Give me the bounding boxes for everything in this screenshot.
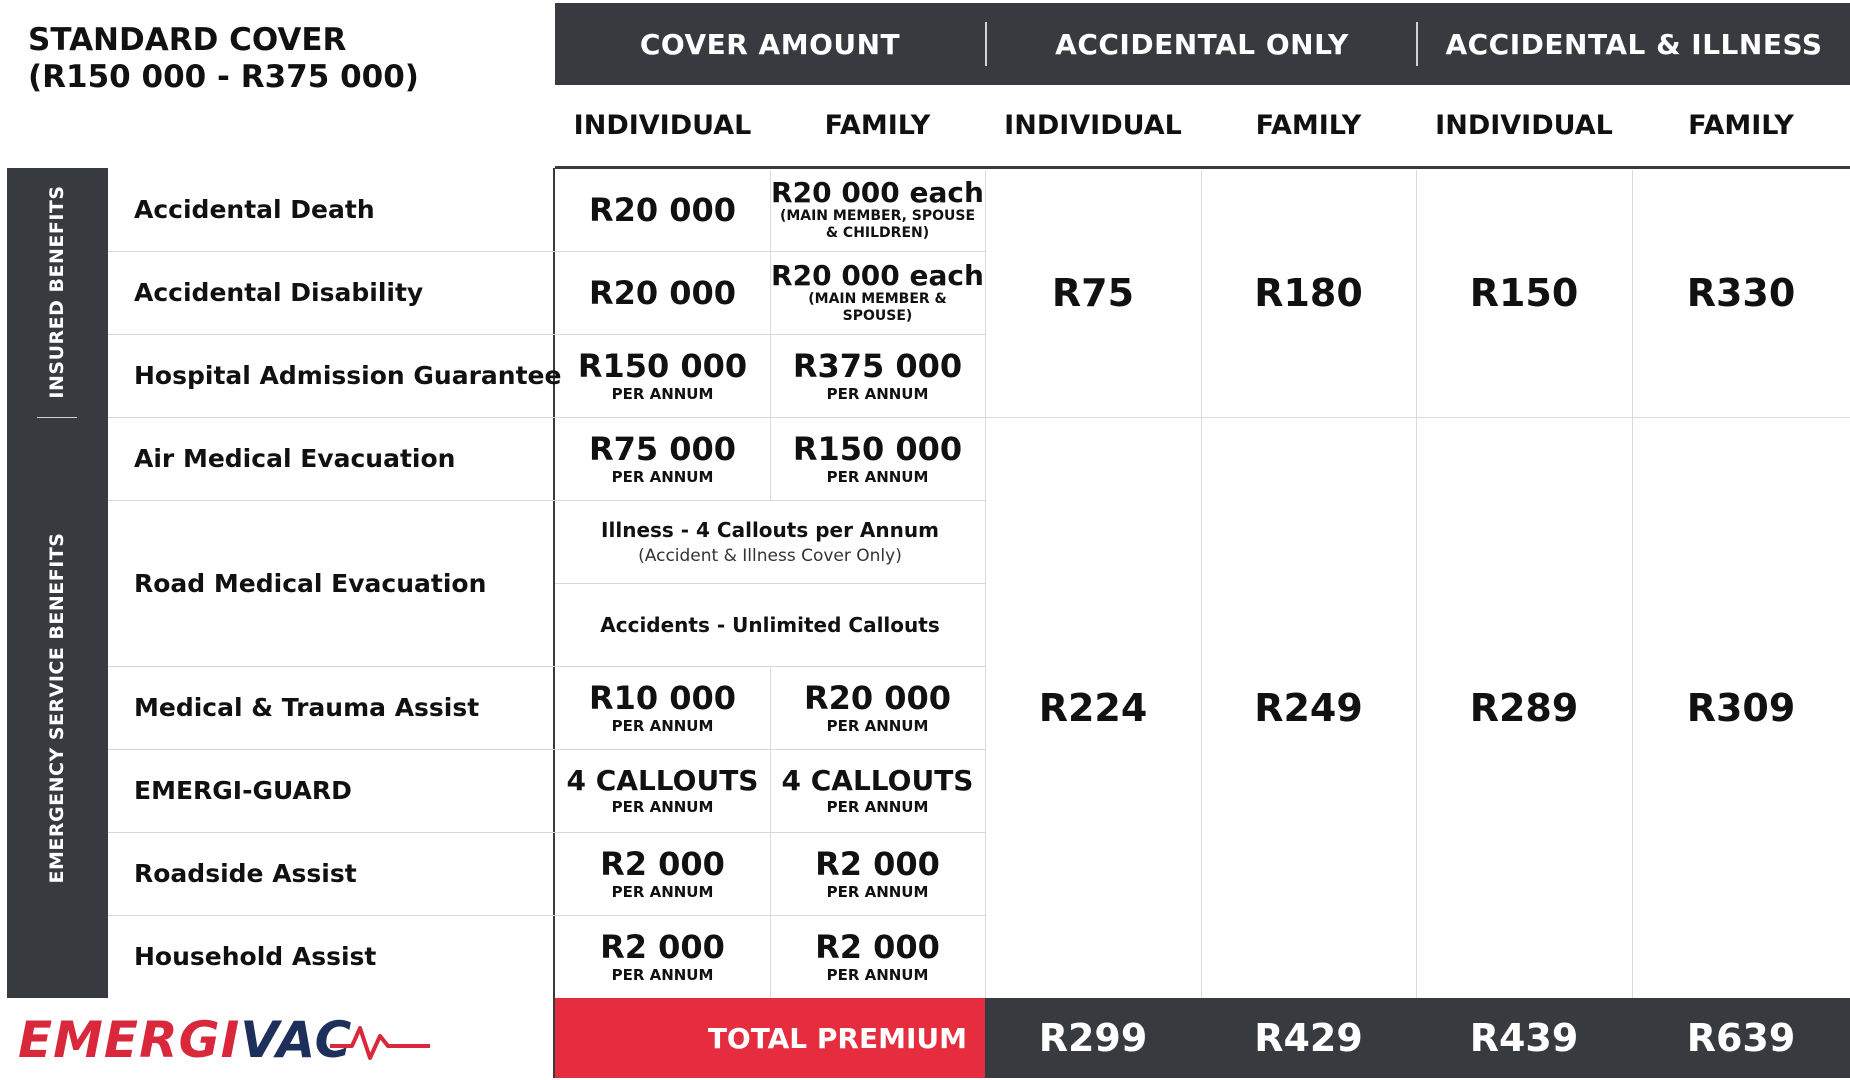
cover-amount: R10 000 [588,678,737,717]
benefit-road-medical: Road Medical Evacuation [134,568,487,598]
road-accidents-text: Accidents - Unlimited Callouts [600,612,940,637]
cover-amount: R150 000 [792,429,963,468]
side-label-insured: INSURED BENEFITS [46,185,68,399]
benefit-emergi-guard: EMERGI-GUARD [134,776,352,805]
premium-insured-accidental-family: R180 [1254,270,1363,315]
cover-amount: R20 000 each [771,258,984,292]
premium-insured-illness-individual: R150 [1469,270,1579,315]
total-illness-family: R639 [1686,1016,1796,1060]
total-accidental-individual: R299 [1038,1016,1148,1060]
cover-amount: R2 000 [815,844,940,883]
cover-cell [770,832,985,915]
benefit-accidental-disability: Accidental Disability [134,278,424,307]
cover-cell [555,832,770,915]
cover-note: (MAIN MEMBER, SPOUSE [779,207,976,224]
cover-cell [770,666,985,749]
premium-emergency-illness-family: R309 [1686,685,1796,730]
cover-cell [555,417,770,500]
cover-period: PER ANNUM [611,965,714,984]
cover-period: PER ANNUM [826,716,929,735]
cover-amount: R2 000 [815,927,940,966]
premium-insured-illness-family: R330 [1686,270,1796,315]
cover-cell [770,915,985,998]
cover-cell [555,915,770,998]
premium-insured-accidental-individual: R75 [1051,270,1135,315]
group-header-accidental-illness: ACCIDENTAL & ILLNESS [1445,27,1823,61]
cover-period: PER ANNUM [611,716,714,735]
logo-part-vac: VAC [240,1011,353,1069]
total-accidental-family: R429 [1254,1016,1363,1060]
logo-part-emergi: EMERGI [18,1011,241,1069]
benefit-air-medical: Air Medical Evacuation [134,444,456,473]
road-illness-text: Illness - 4 Callouts per Annum [601,517,939,542]
cover-period: PER ANNUM [826,797,929,816]
subheader-illness-family: FAMILY [1688,109,1794,141]
page-title [28,22,419,96]
benefit-hospital-admission: Hospital Admission Guarantee [134,361,562,390]
subheader-accidental-family: FAMILY [1255,109,1362,141]
side-label-emergency: EMERGENCY SERVICE BENEFITS [46,532,68,884]
total-premium-label: TOTAL PREMIUM [555,998,985,1078]
cover-amount: R2 000 [600,927,725,966]
cover-period: PER ANNUM [611,384,714,403]
subheader-cover-individual: INDIVIDUAL [573,109,752,141]
title-line-2: (R150 000 - R375 000) [28,59,419,95]
cover-cell [555,749,770,832]
heartbeat-icon [330,1018,430,1064]
road-illness-cell [555,500,985,583]
cover-period: PER ANNUM [826,467,929,486]
benefit-roadside: Roadside Assist [134,859,357,888]
cover-period: PER ANNUM [611,467,714,486]
cover-amount: R20 000 [588,190,737,229]
cover-cell [555,168,770,251]
cover-note: & CHILDREN) [825,224,930,241]
group-header-cover-amount: COVER AMOUNT [639,27,901,61]
cover-cell [770,251,985,334]
cover-period: PER ANNUM [611,882,714,901]
cover-period: PER ANNUM [611,797,714,816]
cover-amount: R20 000 [588,273,737,312]
side-divider [37,417,77,418]
cover-cell [555,251,770,334]
cover-amount: R75 000 [588,429,737,468]
cover-period: PER ANNUM [826,882,929,901]
benefit-household: Household Assist [134,942,377,971]
benefit-accidental-death: Accidental Death [134,195,375,224]
cover-amount: 4 CALLOUTS [566,763,759,797]
premium-emergency-accidental-family: R249 [1254,685,1363,730]
cover-cell [770,334,985,417]
cover-cell [770,417,985,500]
cover-period: PER ANNUM [826,965,929,984]
cover-amount: R2 000 [600,844,725,883]
cover-amount: R375 000 [792,346,963,385]
cover-cell [770,749,985,832]
emergivac-logo [18,1010,352,1070]
cover-note: SPOUSE) [842,307,913,324]
subheader-accidental-individual: INDIVIDUAL [1004,109,1182,141]
road-accidents-cell [555,583,985,666]
cover-amount: R150 000 [577,346,748,385]
cover-cell [770,168,985,251]
total-illness-individual: R439 [1469,1016,1579,1060]
road-illness-note: (Accident & Illness Cover Only) [638,545,902,566]
cover-note: (MAIN MEMBER & [808,290,947,307]
cover-cell [555,334,770,417]
cover-amount: 4 CALLOUTS [781,763,974,797]
premium-emergency-accidental-individual: R224 [1038,685,1148,730]
group-header-accidental-only: ACCIDENTAL ONLY [1055,27,1349,61]
cover-cell [555,666,770,749]
premium-emergency-illness-individual: R289 [1469,685,1579,730]
subheader-cover-family: FAMILY [824,109,931,141]
subheader-illness-individual: INDIVIDUAL [1435,109,1613,141]
benefit-medical-trauma: Medical & Trauma Assist [134,693,480,722]
title-line-1: STANDARD COVER [28,22,347,58]
cover-amount: R20 000 each [771,175,984,209]
cover-amount: R20 000 [803,678,952,717]
cover-period: PER ANNUM [826,384,929,403]
